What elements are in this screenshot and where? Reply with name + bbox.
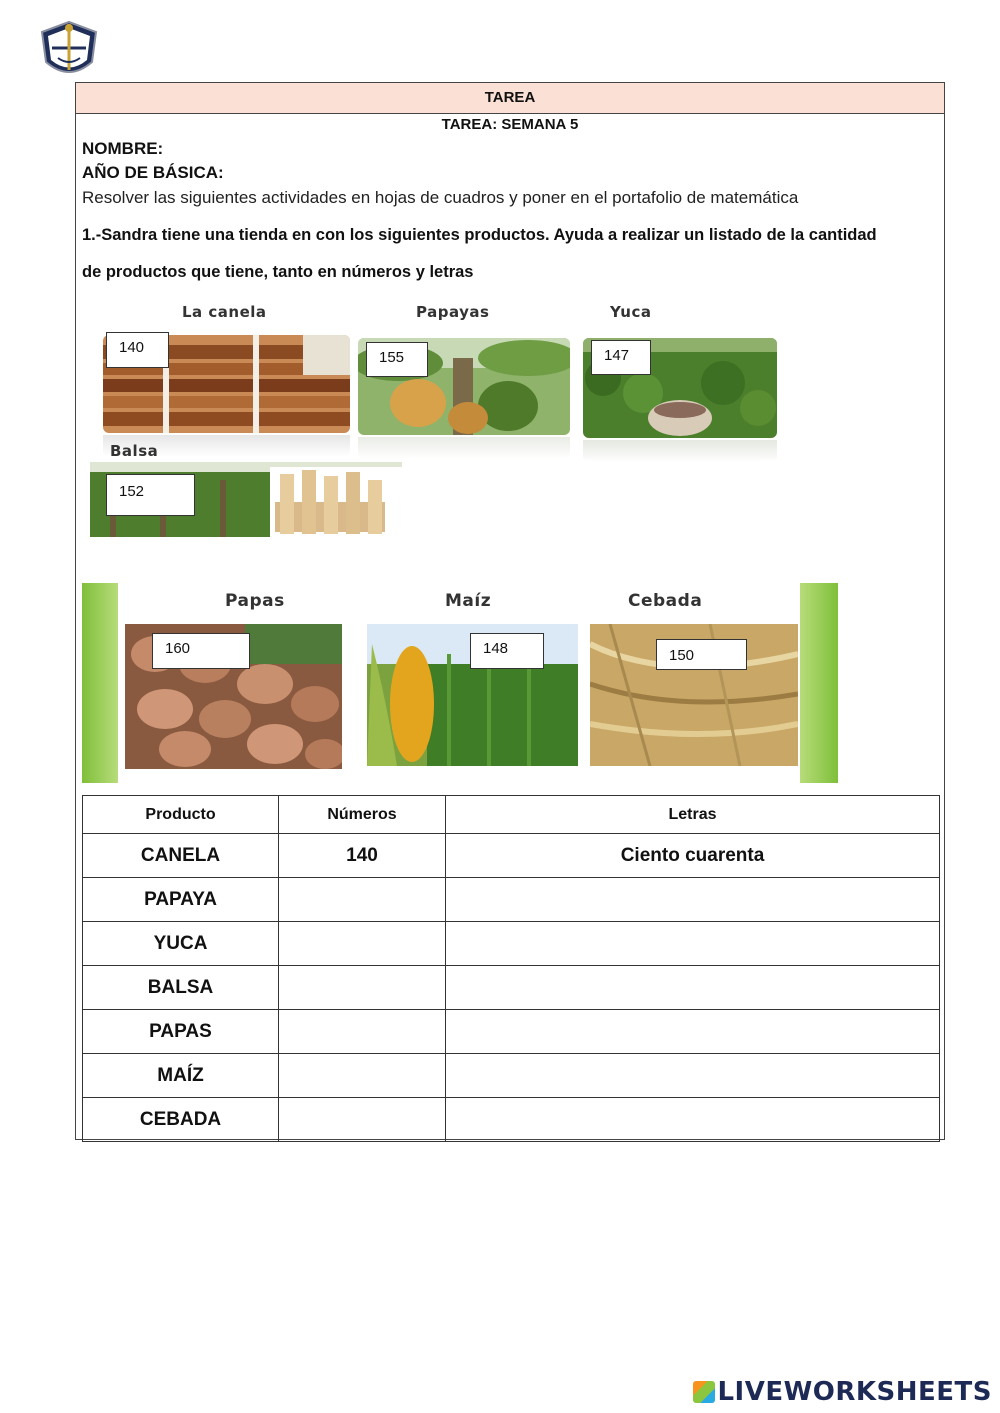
row-number[interactable] — [279, 1054, 446, 1098]
product-label-papas: Papas — [225, 591, 285, 611]
row-number[interactable] — [279, 878, 446, 922]
quantity-box-cebada: 150 — [656, 639, 747, 670]
row-number[interactable] — [279, 966, 446, 1010]
row-letters[interactable] — [446, 922, 940, 966]
quantity-box-canela: 140 — [106, 332, 169, 368]
row-letters[interactable] — [446, 878, 940, 922]
row-number[interactable] — [279, 922, 446, 966]
product-label-yuca: Yuca — [610, 303, 652, 321]
table-row — [83, 966, 940, 1010]
table-row — [83, 1010, 940, 1054]
row-letters[interactable] — [446, 966, 940, 1010]
liveworksheets-brand[interactable] — [693, 1377, 992, 1407]
name-label: NOMBRE: — [82, 139, 164, 158]
brand-text: LIVEWORKSHEETS — [717, 1377, 992, 1407]
quantity-box-maiz: 148 — [470, 633, 544, 669]
header-title: TAREA — [76, 83, 944, 114]
quantity-box-balsa: 152 — [106, 474, 195, 516]
product-label-canela: La canela — [182, 303, 267, 321]
school-crest-logo — [36, 18, 102, 84]
header-producto: Producto — [83, 796, 279, 834]
table-row — [83, 1098, 940, 1142]
row-product: PAPAS — [83, 1010, 279, 1054]
row-letters[interactable] — [446, 1098, 940, 1142]
row-number[interactable] — [279, 1010, 446, 1054]
table-row — [83, 834, 940, 878]
row-product: PAPAYA — [83, 878, 279, 922]
row-product: CANELA — [83, 834, 279, 878]
row-letters[interactable] — [446, 1010, 940, 1054]
row-letters[interactable]: Ciento cuarenta — [446, 834, 940, 878]
question-line-2: de productos que tiene, tanto en números y letras — [82, 263, 474, 281]
row-number[interactable]: 140 — [279, 834, 446, 878]
table-row — [83, 922, 940, 966]
product-label-papayas: Papayas — [416, 303, 490, 321]
header-letras: Letras — [446, 796, 940, 834]
yuca-reflection — [583, 440, 777, 462]
product-label-balsa: Balsa — [110, 442, 159, 460]
table-row — [83, 1054, 940, 1098]
product-label-cebada: Cebada — [628, 591, 703, 611]
liveworksheets-logo-icon — [693, 1381, 715, 1403]
answer-table — [82, 795, 940, 1142]
green-bar-right — [800, 583, 838, 783]
quantity-box-yuca: 147 — [591, 340, 651, 375]
papaya-reflection — [358, 437, 570, 459]
green-bar-left — [82, 583, 118, 783]
row-product: YUCA — [83, 922, 279, 966]
row-letters[interactable] — [446, 1054, 940, 1098]
header-subtitle: TAREA: SEMANA 5 — [441, 116, 579, 133]
instructions-text: Resolver las siguientes actividades en hojas de cuadros y poner en el portafolio de matemática — [82, 188, 799, 207]
table-row — [83, 878, 940, 922]
quantity-box-papayas: 155 — [366, 342, 428, 377]
question-line-1: 1.-Sandra tiene una tienda en con los siguientes productos. Ayuda a realizar un listado de la cantidad — [82, 226, 877, 244]
product-label-maiz: Maíz — [445, 591, 492, 611]
row-number[interactable] — [279, 1098, 446, 1142]
grade-label: AÑO DE BÁSICA: — [82, 163, 224, 182]
table-header-row — [83, 796, 940, 834]
header-numeros: Números — [279, 796, 446, 834]
row-product: CEBADA — [83, 1098, 279, 1142]
row-product: MAÍZ — [83, 1054, 279, 1098]
row-product: BALSA — [83, 966, 279, 1010]
quantity-box-papas: 160 — [152, 633, 250, 669]
